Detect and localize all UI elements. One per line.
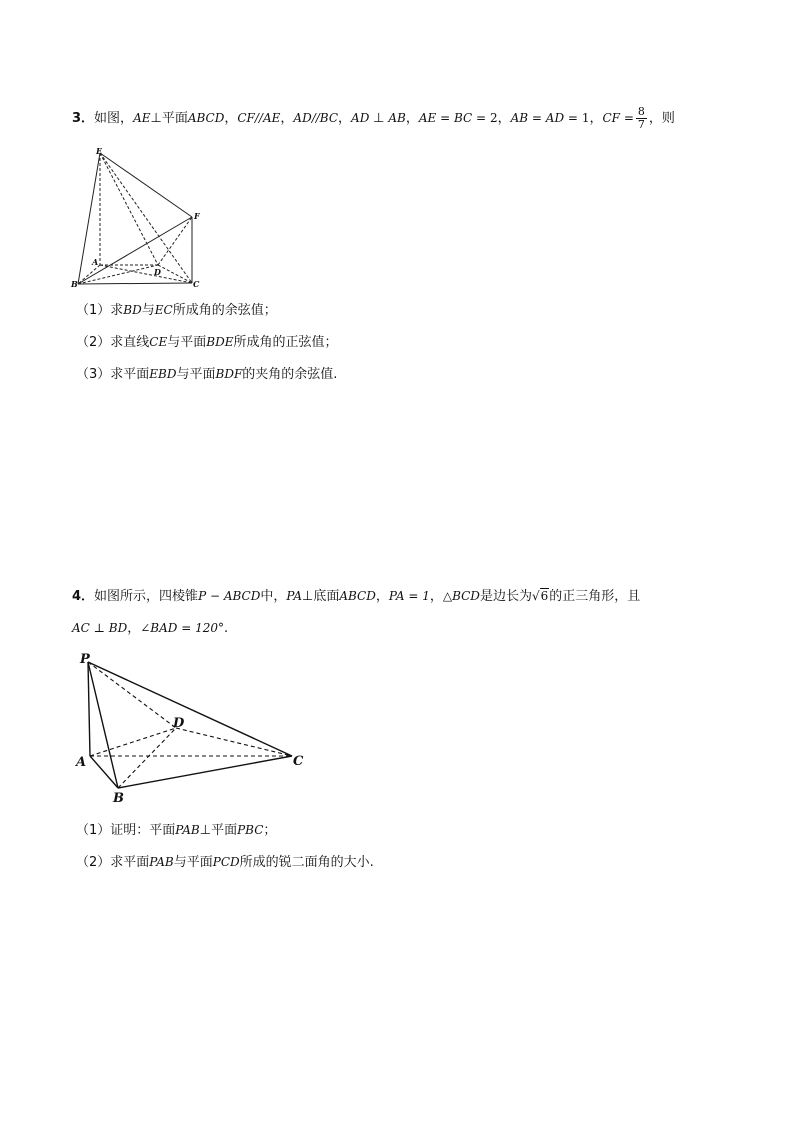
label-B: B [71, 279, 78, 289]
label-C: C [193, 279, 200, 289]
label-P: P [80, 652, 90, 667]
problem-3-number: 3． [72, 111, 95, 126]
problem-3-q3: （3）求平面EBD与平面BDF的夹角的余弦值. [76, 367, 338, 382]
label-F: F [194, 211, 200, 221]
label-A: A [76, 755, 87, 770]
edge-EF [100, 153, 192, 217]
sqrt-6: √6 [531, 589, 549, 603]
edge-DF [158, 217, 192, 265]
edge-PC [88, 662, 292, 756]
problem-4-number: 4． [72, 589, 95, 604]
edge-ED [100, 153, 158, 265]
problem-3-figure [70, 145, 210, 290]
problem-4-q1: （1）证明：平面PAB⊥平面PBC； [76, 823, 277, 838]
edge-DC [158, 265, 192, 283]
edge-DC [176, 728, 292, 756]
problem-4-statement-line-2: AC ⊥ BD，∠BAD = 120°. [72, 621, 229, 636]
edge-BC [78, 283, 192, 284]
problem-3-q1: （1）求BD与EC所成角的余弦值； [76, 303, 277, 318]
label-C: C [293, 754, 304, 769]
label-A: A [92, 257, 99, 267]
problem-3-q2: （2）求直线CE与平面BDE所成角的正弦值； [76, 335, 338, 350]
label-D: D [173, 716, 185, 731]
label-D: D [154, 267, 161, 277]
problem-4-statement-line-1: 4．如图所示，四棱锥P − ABCD中，PA⊥底面ABCD，PA = 1，△BCD是边长为√6的正三角形，且 [72, 586, 640, 607]
label-E: E [96, 146, 103, 156]
fraction-8-7: $\frac{8}{7}$ [637, 105, 645, 131]
problem-4-figure [72, 648, 317, 808]
edge-PA [88, 662, 90, 756]
problem-3-statement: 3．如图，AE⊥平面ABCD，CF//AE，AD//BC，AD ⊥ AB，AE = BC = 2，AB = AD = 1，CF = $\frac{8}{7}$ ，则 [72, 105, 675, 131]
problem-4-q2: （2）求平面PAB与平面PCD所成的锐二面角的大小. [76, 855, 374, 870]
label-B: B [113, 791, 124, 806]
edge-BF [78, 217, 192, 284]
edge-AC [100, 265, 192, 283]
